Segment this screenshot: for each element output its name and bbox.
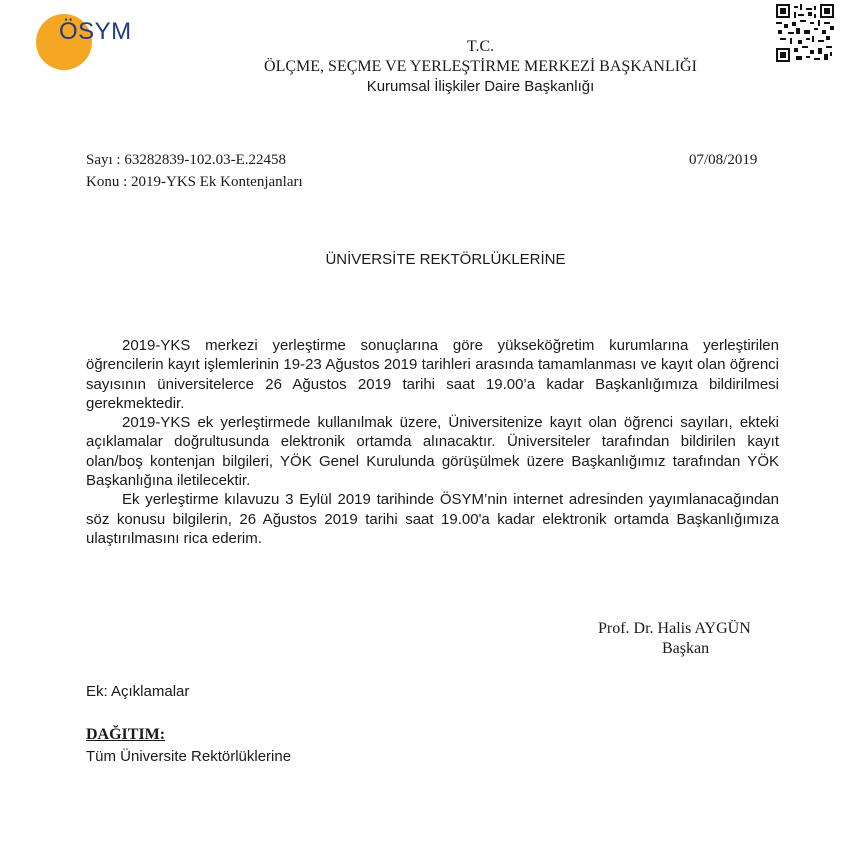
addressee: ÜNİVERSİTE REKTÖRLÜKLERİNE bbox=[325, 251, 566, 268]
osym-logo-text: ÖSYM bbox=[59, 18, 132, 45]
letter-body bbox=[86, 336, 779, 548]
signatory-title: Başkan bbox=[662, 640, 710, 657]
attachment-line: Ek: Açıklamalar bbox=[86, 683, 190, 700]
signatory-name: Prof. Dr. Halis AYGÜN bbox=[598, 620, 751, 637]
subject-line: Konu : 2019-YKS Ek Kontenjanları bbox=[86, 174, 303, 190]
distribution-list: Tüm Üniversite Rektörlüklerine bbox=[86, 748, 292, 765]
header-institution: ÖLÇME, SEÇME VE YERLEŞTİRME MERKEZİ BAŞKANLIĞI bbox=[264, 58, 697, 75]
header-department: Kurumsal İlişkiler Daire Başkanlığı bbox=[366, 78, 595, 95]
distribution-heading: DAĞITIM: bbox=[86, 726, 166, 743]
paragraph-1: 2019-YKS merkezi yerleştirme sonuçlarına göre yükseköğretim kurumlarına yerleştirilen öğrencilerin kayıt işlemlerinin 19-23 Ağustos 2019 tarihleri arasında tamamlanması ve kayıt olan öğrenci sayısının üniversitelerce 26 Ağustos 2019 tarihi saat 19.00’a kadar Başkanlığımıza bildirilmesi gerekmektedir. bbox=[86, 337, 779, 412]
paragraph-2: 2019-YKS ek yerleştirmede kullanılmak üzere, Üniversitenize kayıt olan öğrenci sayıları, ekteki açıklamalar doğrultusunda elektronik ortamda alınacaktır. Üniversiteler tarafından bildirilen kayıt olan/boş kontenjan bilgileri, YÖK Genel Kurulunda görüşülmek üzere Başkanlığımız tarafından YÖK Başkanlığına iletilecektir. bbox=[86, 414, 779, 490]
reference-number: Sayı : 63282839-102.03-E.22458 bbox=[86, 152, 286, 168]
header-tc: T.C. bbox=[466, 38, 495, 55]
document-date: 07/08/2019 bbox=[689, 152, 758, 168]
paragraph-3: Ek yerleştirme kılavuzu 3 Eylül 2019 tarihinde ÖSYM’nin internet adresinden yayımlanacağından söz konusu bilgilerin, 26 Ağustos 2019 tarihi saat 19.00'a kadar elektronik ortamda Başkanlığımıza ulaştırılmasını rica ederim. bbox=[86, 491, 779, 547]
